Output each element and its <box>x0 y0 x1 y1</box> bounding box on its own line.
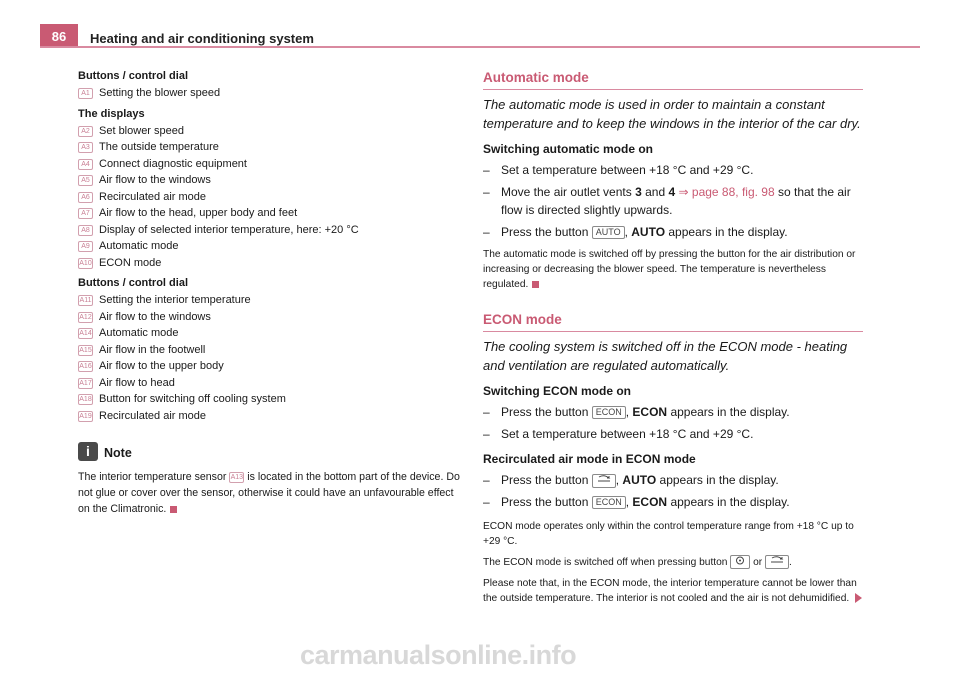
callout-badge: A3 <box>78 142 93 153</box>
note-text-part: The interior temperature sensor <box>78 471 227 483</box>
section-label: Buttons / control dial <box>78 70 188 82</box>
subhead: Switching automatic mode on <box>483 142 654 156</box>
list-item <box>78 238 463 255</box>
list-item <box>78 139 463 156</box>
header-rule <box>40 46 920 48</box>
list-item-text: Air flow in the footwell <box>99 343 206 356</box>
callout-badge: A2 <box>78 126 93 137</box>
step-text: Press the button <box>501 495 589 509</box>
subhead: Switching ECON mode on <box>483 384 632 398</box>
fan-key-icon <box>730 555 750 569</box>
list-item <box>78 123 463 140</box>
heading-rule <box>483 331 863 332</box>
list-item <box>78 85 463 102</box>
list-item-text: Air flow to the head, upper body and feet <box>99 207 298 219</box>
list-item <box>78 189 463 206</box>
vent-number: 4 <box>668 185 676 199</box>
callout-badge: A7 <box>78 208 93 219</box>
display-label: AUTO <box>622 473 657 487</box>
list-item <box>78 375 463 392</box>
list-item <box>78 325 463 342</box>
step-text: appears in the display. <box>668 225 788 239</box>
econ-key-icon: ECON <box>592 496 626 509</box>
callout-badge: A15 <box>79 346 92 354</box>
note-text-part: is located in the bottom part of the device. Do not glue or cover over the sensor, otherwise it could have an unfavourable effect on the Climatronic. <box>78 471 460 515</box>
page-reference-link[interactable]: ⇒ page 88, fig. 98 <box>678 185 775 199</box>
step-text: Press the button <box>501 405 589 419</box>
list-item <box>78 309 463 326</box>
list-item <box>78 172 463 189</box>
list-item-text: Recirculated air mode <box>99 409 206 422</box>
callout-badge: A5 <box>78 175 93 186</box>
heading-rule <box>483 89 863 90</box>
list-item <box>78 408 463 425</box>
instruction-step: – Press the button AUTO , AUTO appears in the display. <box>483 225 788 239</box>
body-text-part: The ECON mode is switched off when pressing button <box>483 557 728 568</box>
list-item-text: Air flow to the windows <box>99 310 211 323</box>
step-text: Set a temperature between +18 °C and +29 °C. <box>501 163 754 177</box>
list-item-text: The outside temperature <box>99 141 219 153</box>
body-text-part: The automatic mode is switched off by pressing the button for the air distribution or increasing or decreasing the blower speed. The temperature is nevertheless regulated. <box>483 249 856 290</box>
list-item-text: Automatic mode <box>99 240 179 252</box>
watermark: carmanualsonline.info <box>300 640 577 670</box>
list-item-text: Air flow to head <box>99 376 175 389</box>
step-text: Set a temperature between +18 °C and +29 °C. <box>501 427 754 441</box>
step-text: and <box>645 185 666 199</box>
section-label: Buttons / control dial <box>78 277 188 289</box>
list-item <box>78 156 463 173</box>
callout-badge: A11 <box>79 297 92 304</box>
section-label: The displays <box>78 107 145 120</box>
list-item-text: Set blower speed <box>99 124 184 137</box>
instruction-step: – Move the air outlet vents 3 and 4 ⇒ page 88, fig. 98 so that the air flow is directed slightly upwards. <box>483 185 851 217</box>
continue-arrow-icon <box>855 593 862 603</box>
list-item <box>78 222 463 239</box>
list-item <box>78 255 463 272</box>
instruction-step: – Press the button ECON , ECON appears in the display. <box>483 495 790 509</box>
header-title: Heating and air conditioning system <box>90 31 314 46</box>
list-item <box>78 292 463 309</box>
automatic-mode-intro: The automatic mode is used in order to maintain a constant temperature and to keep the windows in the interior of the car dry. <box>483 97 861 131</box>
list-item-text: Recirculated air mode <box>99 190 206 203</box>
section-end-mark <box>532 281 539 288</box>
callout-badge: A17 <box>79 379 92 387</box>
econ-key-icon: ECON <box>592 406 626 419</box>
callout-badge: A10 <box>79 259 92 267</box>
body-text: ECON mode operates only within the control temperature range from +18 °C up to +29 °C. <box>483 521 854 547</box>
list-item <box>78 391 463 408</box>
callout-badge: A4 <box>78 159 93 170</box>
callout-badge: A14 <box>79 330 92 337</box>
body-text: The ECON mode is switched off when pressing button or . <box>483 557 792 568</box>
list-item <box>78 342 463 359</box>
instruction-step: – Press the button , AUTO appears in the display. <box>483 473 779 487</box>
subhead: Recirculated air mode in ECON mode <box>483 452 696 466</box>
step-text: so that the air flow is directed slightly upwards. <box>501 185 851 217</box>
body-text <box>483 247 863 292</box>
info-note-icon: i <box>78 442 98 461</box>
callout-badge: A13 <box>230 473 244 481</box>
econ-mode-heading: ECON mode <box>483 312 562 327</box>
instruction-step: – Press the button ECON , ECON appears in the display. <box>483 405 790 419</box>
automatic-mode-heading: Automatic mode <box>483 70 589 85</box>
list-item-text: Setting the blower speed <box>99 87 221 99</box>
list-item-text: ECON mode <box>99 256 162 269</box>
step-text: appears in the display. <box>670 495 790 509</box>
vent-number: 3 <box>635 185 642 199</box>
recirculation-key-icon <box>765 555 789 569</box>
callout-badge: A19 <box>79 412 92 420</box>
page-number: 86 <box>51 29 67 44</box>
step-text: appears in the display. <box>670 405 790 419</box>
body-text <box>483 576 863 606</box>
step-text: Move the air outlet vents <box>501 185 632 199</box>
note-title: Note <box>104 446 132 460</box>
note-text <box>78 469 463 517</box>
callout-badge: A12 <box>79 313 92 321</box>
recirculation-key-icon <box>592 474 616 488</box>
callout-badge: A1 <box>78 88 93 99</box>
list-item-text: Air flow to the windows <box>99 174 211 186</box>
list-item-text: Display of selected interior temperature, here: +20 °C <box>99 223 359 236</box>
econ-mode-intro: The cooling system is switched off in the ECON mode - heating and ventilation are regulated automatically. <box>483 339 848 373</box>
callout-badge: A8 <box>78 225 93 236</box>
list-item-text: Setting the interior temperature <box>99 294 251 306</box>
display-label: AUTO <box>631 225 666 239</box>
body-text-part: Please note that, in the ECON mode, the interior temperature cannot be lower than the outside temperature. The interior is not cooled and the air is not dehumidified. <box>483 578 857 604</box>
list-item <box>78 358 463 375</box>
list-item-text: Button for switching off cooling system <box>99 393 286 405</box>
step-text: Press the button <box>501 225 589 239</box>
display-label: ECON <box>632 405 668 419</box>
step-text: Press the button <box>501 473 589 487</box>
callout-badge: A6 <box>78 192 93 203</box>
list-item-text: Automatic mode <box>99 327 179 339</box>
instruction-step: – Set a temperature between +18 °C and +29 °C. <box>483 427 754 441</box>
callout-badge: A16 <box>79 363 92 370</box>
list-item-text: Connect diagnostic equipment <box>99 157 247 170</box>
legend-column <box>78 68 463 515</box>
step-text: appears in the display. <box>659 473 779 487</box>
section-end-mark <box>170 506 177 513</box>
instruction-step: – Set a temperature between +18 °C and +29 °C. <box>483 163 754 177</box>
list-item-text: Air flow to the upper body <box>99 360 224 372</box>
callout-badge: A18 <box>79 396 92 403</box>
content-column <box>483 68 863 606</box>
auto-key-icon: AUTO <box>592 226 625 239</box>
body-text-part: or <box>753 557 763 568</box>
list-item <box>78 205 463 222</box>
callout-badge: A9 <box>78 241 93 252</box>
display-label: ECON <box>632 495 668 509</box>
